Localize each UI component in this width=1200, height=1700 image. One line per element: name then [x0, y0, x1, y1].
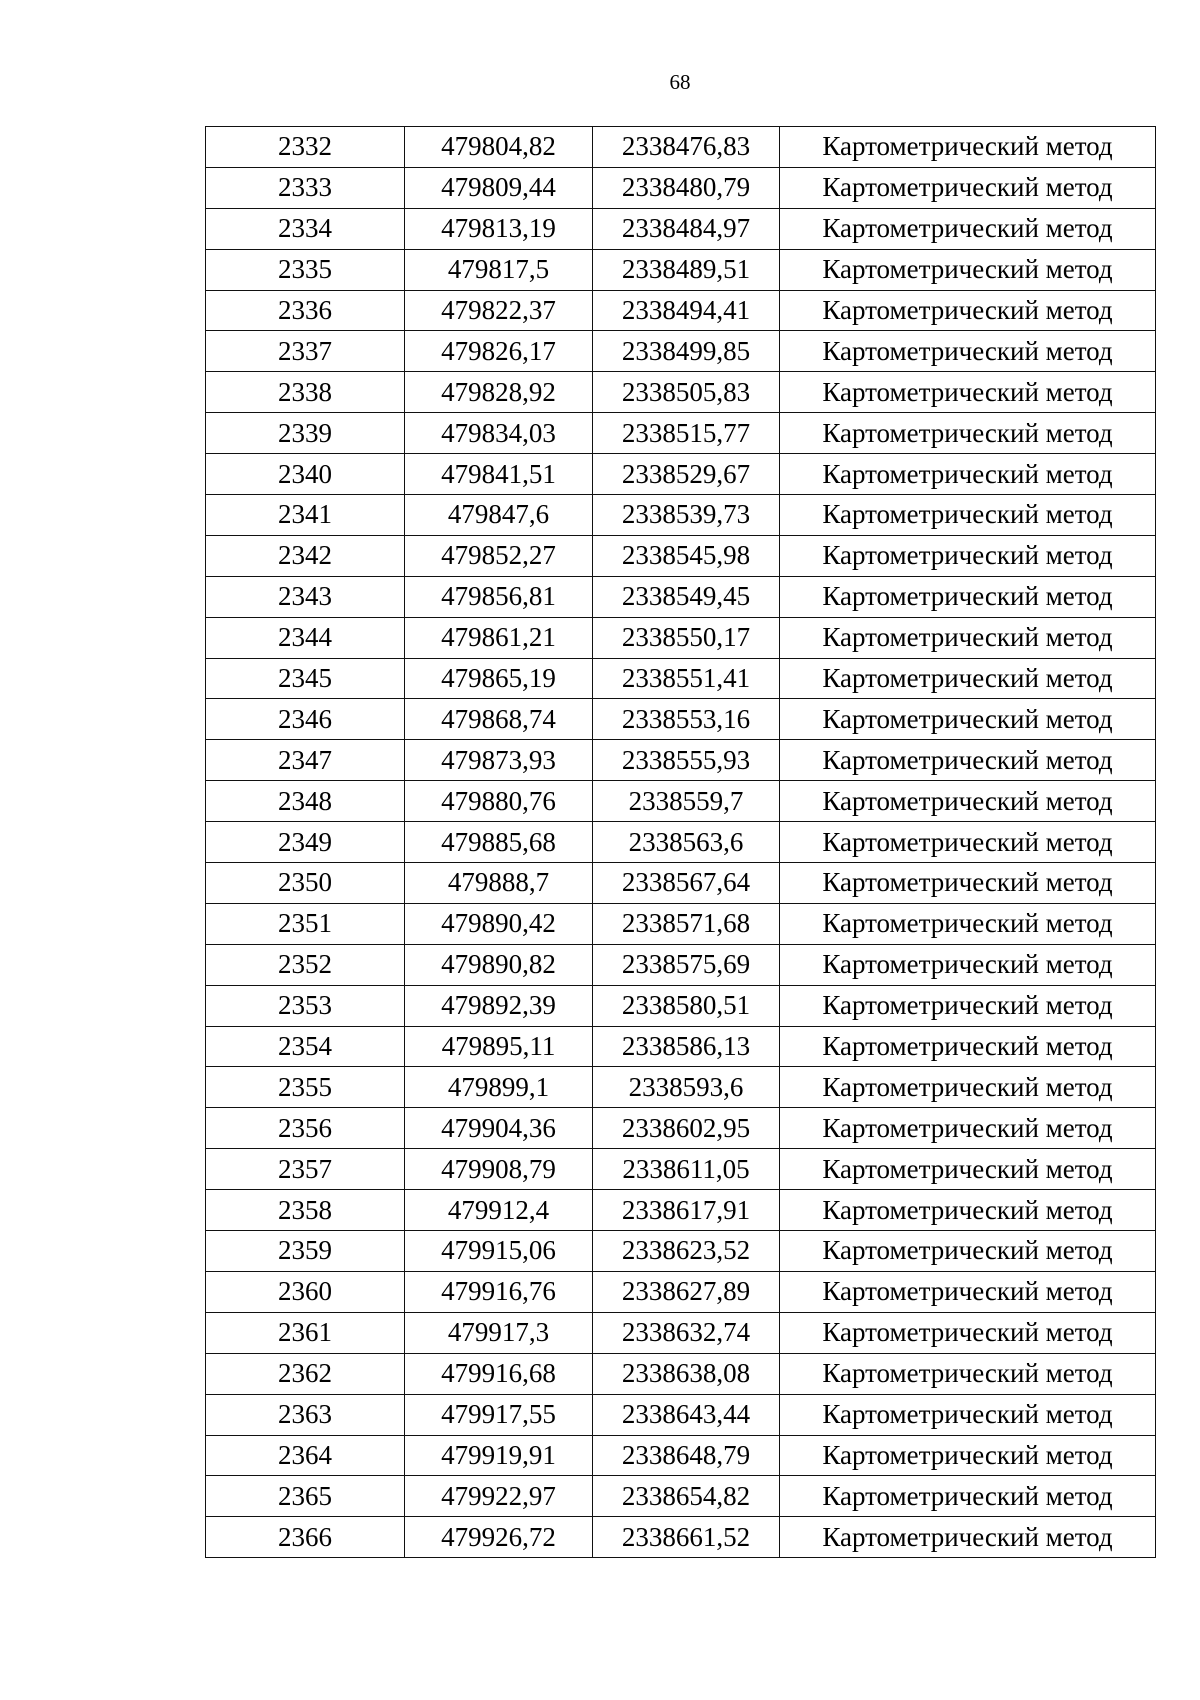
method-cell: Картометрический метод [780, 1435, 1156, 1476]
x-coordinate-cell: 479804,82 [405, 127, 593, 168]
point-number-cell: 2360 [206, 1271, 405, 1312]
table-row [206, 1517, 1156, 1558]
y-coordinate-cell: 2338571,68 [593, 903, 780, 944]
y-coordinate-cell: 2338476,83 [593, 127, 780, 168]
table-row [206, 413, 1156, 454]
y-coordinate-cell: 2338499,85 [593, 331, 780, 372]
table-row [206, 167, 1156, 208]
point-number-cell: 2339 [206, 413, 405, 454]
method-cell: Картометрический метод [780, 1394, 1156, 1435]
point-number-cell: 2361 [206, 1312, 405, 1353]
table-row [206, 249, 1156, 290]
method-cell: Картометрический метод [780, 1312, 1156, 1353]
point-number-cell: 2363 [206, 1394, 405, 1435]
x-coordinate-cell: 479915,06 [405, 1231, 593, 1272]
x-coordinate-cell: 479895,11 [405, 1026, 593, 1067]
y-coordinate-cell: 2338602,95 [593, 1108, 780, 1149]
table-row [206, 208, 1156, 249]
table-row [206, 740, 1156, 781]
y-coordinate-cell: 2338654,82 [593, 1476, 780, 1517]
point-number-cell: 2343 [206, 576, 405, 617]
point-number-cell: 2355 [206, 1067, 405, 1108]
method-cell: Картометрический метод [780, 1149, 1156, 1190]
method-cell: Картометрический метод [780, 576, 1156, 617]
y-coordinate-cell: 2338494,41 [593, 290, 780, 331]
table-row [206, 617, 1156, 658]
y-coordinate-cell: 2338505,83 [593, 372, 780, 413]
point-number-cell: 2366 [206, 1517, 405, 1558]
table-row [206, 127, 1156, 168]
x-coordinate-cell: 479822,37 [405, 290, 593, 331]
x-coordinate-cell: 479873,93 [405, 740, 593, 781]
point-number-cell: 2351 [206, 903, 405, 944]
point-number-cell: 2362 [206, 1353, 405, 1394]
x-coordinate-cell: 479916,76 [405, 1271, 593, 1312]
x-coordinate-cell: 479813,19 [405, 208, 593, 249]
point-number-cell: 2364 [206, 1435, 405, 1476]
table-row [206, 454, 1156, 495]
y-coordinate-cell: 2338539,73 [593, 495, 780, 536]
method-cell: Картометрический метод [780, 617, 1156, 658]
table-row [206, 576, 1156, 617]
method-cell: Картометрический метод [780, 1026, 1156, 1067]
method-cell: Картометрический метод [780, 781, 1156, 822]
x-coordinate-cell: 479861,21 [405, 617, 593, 658]
x-coordinate-cell: 479828,92 [405, 372, 593, 413]
page-number: 68 [669, 70, 691, 94]
table-row [206, 1190, 1156, 1231]
y-coordinate-cell: 2338580,51 [593, 985, 780, 1026]
point-number-cell: 2357 [206, 1149, 405, 1190]
y-coordinate-cell: 2338617,91 [593, 1190, 780, 1231]
y-coordinate-cell: 2338545,98 [593, 535, 780, 576]
point-number-cell: 2338 [206, 372, 405, 413]
point-number-cell: 2358 [206, 1190, 405, 1231]
coordinates-table-body [206, 127, 1156, 1558]
x-coordinate-cell: 479868,74 [405, 699, 593, 740]
method-cell: Картометрический метод [780, 208, 1156, 249]
y-coordinate-cell: 2338627,89 [593, 1271, 780, 1312]
y-coordinate-cell: 2338648,79 [593, 1435, 780, 1476]
point-number-cell: 2336 [206, 290, 405, 331]
method-cell: Картометрический метод [780, 249, 1156, 290]
y-coordinate-cell: 2338593,6 [593, 1067, 780, 1108]
point-number-cell: 2340 [206, 454, 405, 495]
y-coordinate-cell: 2338555,93 [593, 740, 780, 781]
point-number-cell: 2365 [206, 1476, 405, 1517]
x-coordinate-cell: 479826,17 [405, 331, 593, 372]
method-cell: Картометрический метод [780, 944, 1156, 985]
method-cell: Картометрический метод [780, 903, 1156, 944]
x-coordinate-cell: 479817,5 [405, 249, 593, 290]
table-row [206, 1026, 1156, 1067]
method-cell: Картометрический метод [780, 167, 1156, 208]
method-cell: Картометрический метод [780, 822, 1156, 863]
table-row [206, 944, 1156, 985]
x-coordinate-cell: 479888,7 [405, 863, 593, 904]
x-coordinate-cell: 479892,39 [405, 985, 593, 1026]
point-number-cell: 2332 [206, 127, 405, 168]
point-number-cell: 2346 [206, 699, 405, 740]
method-cell: Картометрический метод [780, 1231, 1156, 1272]
method-cell: Картометрический метод [780, 1190, 1156, 1231]
y-coordinate-cell: 2338567,64 [593, 863, 780, 904]
x-coordinate-cell: 479922,97 [405, 1476, 593, 1517]
y-coordinate-cell: 2338632,74 [593, 1312, 780, 1353]
x-coordinate-cell: 479917,55 [405, 1394, 593, 1435]
table-row [206, 822, 1156, 863]
method-cell: Картометрический метод [780, 372, 1156, 413]
point-number-cell: 2341 [206, 495, 405, 536]
table-row [206, 290, 1156, 331]
method-cell: Картометрический метод [780, 740, 1156, 781]
table-row [206, 1435, 1156, 1476]
y-coordinate-cell: 2338551,41 [593, 658, 780, 699]
method-cell: Картометрический метод [780, 413, 1156, 454]
method-cell: Картометрический метод [780, 1517, 1156, 1558]
table-row [206, 1353, 1156, 1394]
method-cell: Картометрический метод [780, 1067, 1156, 1108]
x-coordinate-cell: 479904,36 [405, 1108, 593, 1149]
table-row [206, 1476, 1156, 1517]
point-number-cell: 2337 [206, 331, 405, 372]
x-coordinate-cell: 479841,51 [405, 454, 593, 495]
x-coordinate-cell: 479834,03 [405, 413, 593, 454]
point-number-cell: 2352 [206, 944, 405, 985]
method-cell: Картометрический метод [780, 658, 1156, 699]
method-cell: Картометрический метод [780, 699, 1156, 740]
point-number-cell: 2348 [206, 781, 405, 822]
x-coordinate-cell: 479908,79 [405, 1149, 593, 1190]
x-coordinate-cell: 479926,72 [405, 1517, 593, 1558]
x-coordinate-cell: 479912,4 [405, 1190, 593, 1231]
table-row [206, 495, 1156, 536]
table-row [206, 1108, 1156, 1149]
table-row [206, 1394, 1156, 1435]
y-coordinate-cell: 2338643,44 [593, 1394, 780, 1435]
point-number-cell: 2350 [206, 863, 405, 904]
point-number-cell: 2354 [206, 1026, 405, 1067]
point-number-cell: 2359 [206, 1231, 405, 1272]
method-cell: Картометрический метод [780, 331, 1156, 372]
y-coordinate-cell: 2338480,79 [593, 167, 780, 208]
point-number-cell: 2335 [206, 249, 405, 290]
x-coordinate-cell: 479899,1 [405, 1067, 593, 1108]
x-coordinate-cell: 479916,68 [405, 1353, 593, 1394]
table-row [206, 863, 1156, 904]
y-coordinate-cell: 2338586,13 [593, 1026, 780, 1067]
table-row [206, 1149, 1156, 1190]
point-number-cell: 2349 [206, 822, 405, 863]
x-coordinate-cell: 479847,6 [405, 495, 593, 536]
y-coordinate-cell: 2338623,52 [593, 1231, 780, 1272]
point-number-cell: 2333 [206, 167, 405, 208]
y-coordinate-cell: 2338575,69 [593, 944, 780, 985]
method-cell: Картометрический метод [780, 127, 1156, 168]
y-coordinate-cell: 2338515,77 [593, 413, 780, 454]
y-coordinate-cell: 2338529,67 [593, 454, 780, 495]
method-cell: Картометрический метод [780, 1108, 1156, 1149]
point-number-cell: 2334 [206, 208, 405, 249]
table-row [206, 903, 1156, 944]
method-cell: Картометрический метод [780, 454, 1156, 495]
point-number-cell: 2356 [206, 1108, 405, 1149]
x-coordinate-cell: 479880,76 [405, 781, 593, 822]
table-row [206, 699, 1156, 740]
method-cell: Картометрический метод [780, 1271, 1156, 1312]
method-cell: Картометрический метод [780, 535, 1156, 576]
y-coordinate-cell: 2338611,05 [593, 1149, 780, 1190]
coordinates-table [205, 126, 1156, 1558]
method-cell: Картометрический метод [780, 985, 1156, 1026]
table-row [206, 1312, 1156, 1353]
table-row [206, 1067, 1156, 1108]
y-coordinate-cell: 2338553,16 [593, 699, 780, 740]
method-cell: Картометрический метод [780, 1476, 1156, 1517]
y-coordinate-cell: 2338661,52 [593, 1517, 780, 1558]
method-cell: Картометрический метод [780, 495, 1156, 536]
x-coordinate-cell: 479885,68 [405, 822, 593, 863]
table-row [206, 781, 1156, 822]
x-coordinate-cell: 479856,81 [405, 576, 593, 617]
x-coordinate-cell: 479890,42 [405, 903, 593, 944]
y-coordinate-cell: 2338559,7 [593, 781, 780, 822]
table-row [206, 658, 1156, 699]
table-row [206, 1231, 1156, 1272]
point-number-cell: 2347 [206, 740, 405, 781]
x-coordinate-cell: 479917,3 [405, 1312, 593, 1353]
point-number-cell: 2342 [206, 535, 405, 576]
x-coordinate-cell: 479865,19 [405, 658, 593, 699]
y-coordinate-cell: 2338563,6 [593, 822, 780, 863]
y-coordinate-cell: 2338484,97 [593, 208, 780, 249]
method-cell: Картометрический метод [780, 1353, 1156, 1394]
method-cell: Картометрический метод [780, 290, 1156, 331]
point-number-cell: 2345 [206, 658, 405, 699]
x-coordinate-cell: 479852,27 [405, 535, 593, 576]
table-row [206, 372, 1156, 413]
table-row [206, 535, 1156, 576]
y-coordinate-cell: 2338489,51 [593, 249, 780, 290]
point-number-cell: 2353 [206, 985, 405, 1026]
table-row [206, 985, 1156, 1026]
y-coordinate-cell: 2338549,45 [593, 576, 780, 617]
point-number-cell: 2344 [206, 617, 405, 658]
method-cell: Картометрический метод [780, 863, 1156, 904]
x-coordinate-cell: 479890,82 [405, 944, 593, 985]
table-row [206, 1271, 1156, 1312]
table-row [206, 331, 1156, 372]
y-coordinate-cell: 2338638,08 [593, 1353, 780, 1394]
x-coordinate-cell: 479919,91 [405, 1435, 593, 1476]
x-coordinate-cell: 479809,44 [405, 167, 593, 208]
y-coordinate-cell: 2338550,17 [593, 617, 780, 658]
